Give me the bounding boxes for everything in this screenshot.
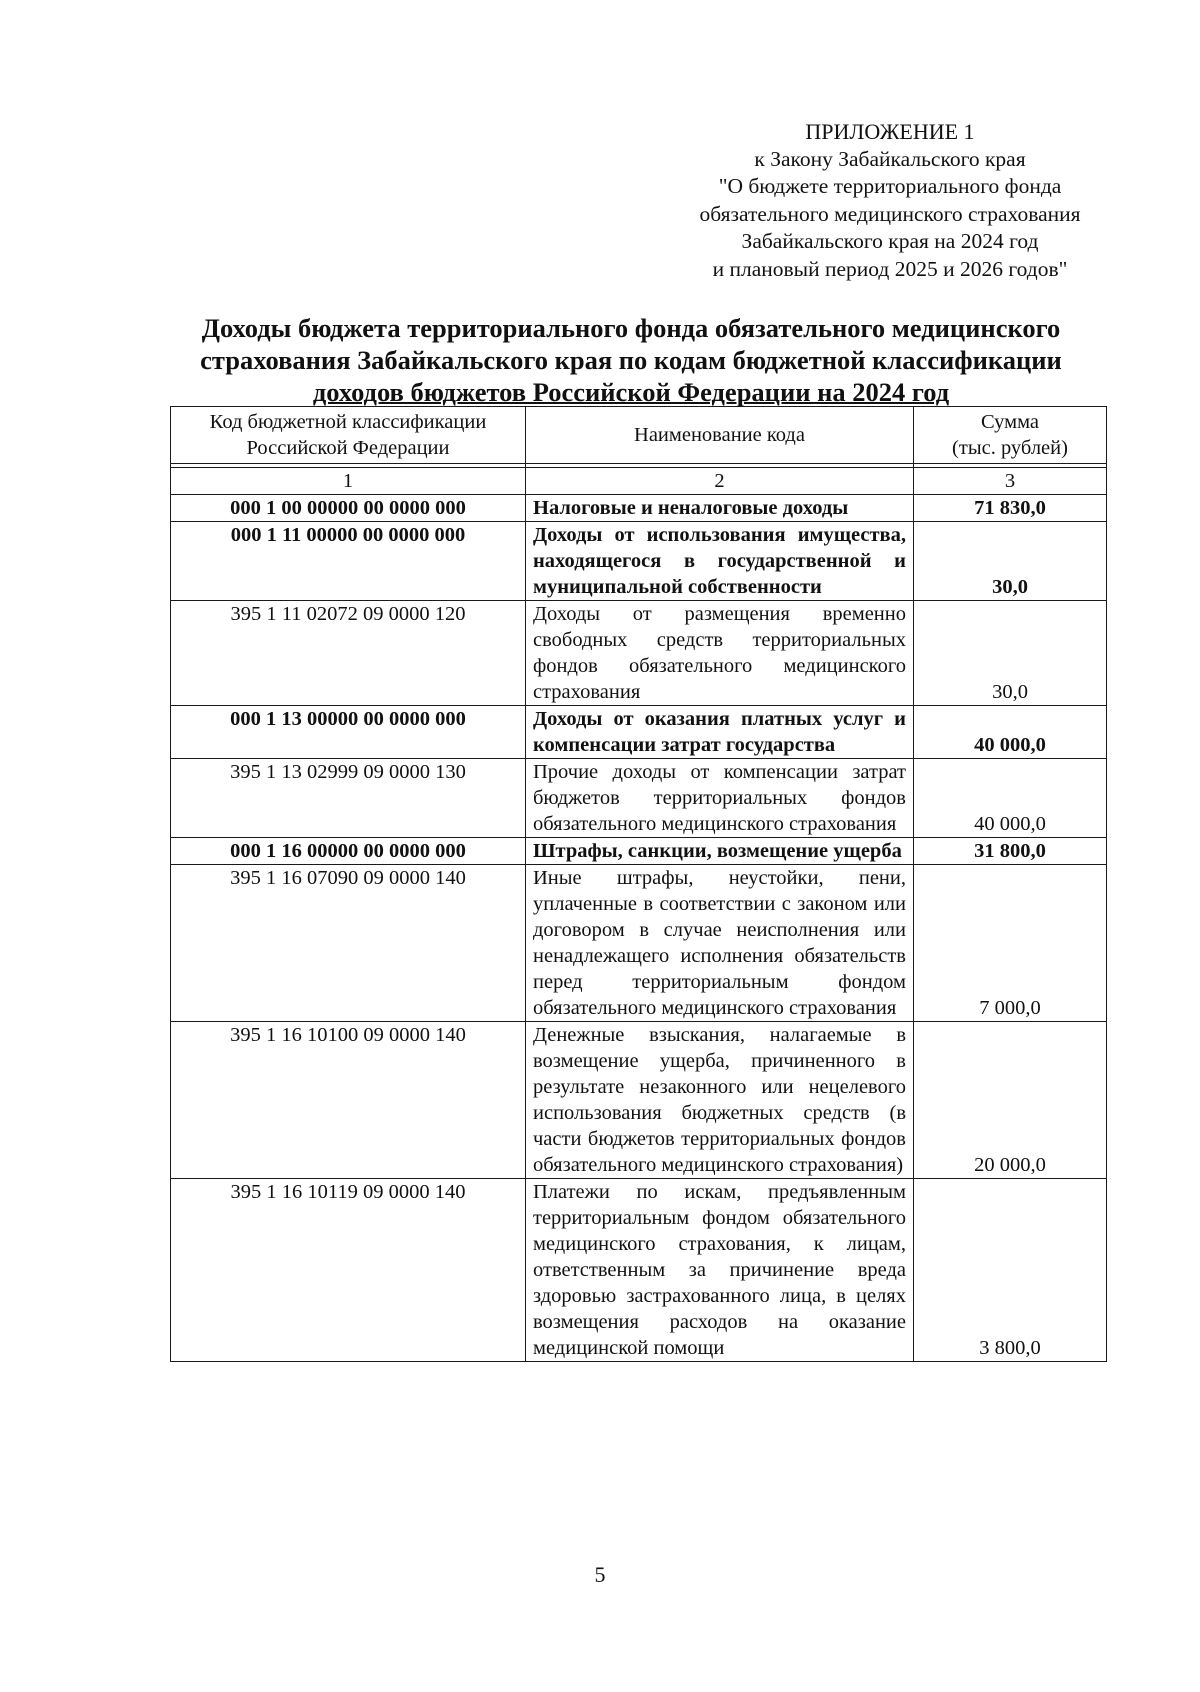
header-sum-line: (тыс. рублей) <box>952 437 1068 459</box>
table-row <box>171 495 1107 522</box>
name-cell: Налоговые и неналоговые доходы <box>526 495 914 522</box>
appendix-line: обязательного медицинского страхования <box>699 201 1081 226</box>
appendix-title: ПРИЛОЖЕНИЕ 1 <box>805 119 975 144</box>
table-row <box>171 865 1107 1022</box>
name-cell: Штрафы, санкции, возмещение ущерба <box>526 838 914 865</box>
name-cell: Доходы от размещения временно свободных средств территориальных фондов обязательного медицинского страхования <box>526 601 914 706</box>
appendix-line: Забайкальского края на 2024 год <box>741 229 1039 253</box>
header-name: Наименование кода <box>526 407 914 464</box>
income-table <box>170 406 1107 1362</box>
code-cell: 395 1 16 07090 09 0000 140 <box>171 865 526 1022</box>
title-line: Доходы бюджета территориального фонда обязательного медицинского <box>201 313 1061 343</box>
code-cell: 395 1 13 02999 09 0000 130 <box>171 759 526 838</box>
sum-cell: 40 000,0 <box>914 706 1107 759</box>
table-row <box>171 706 1107 759</box>
appendix-line: к Закону Забайкальского края <box>754 146 1026 171</box>
table-row <box>171 838 1107 865</box>
sum-cell: 40 000,0 <box>914 759 1107 838</box>
sum-cell: 3 800,0 <box>914 1179 1107 1362</box>
column-number-row <box>171 468 1107 495</box>
title-line: страхования Забайкальского края по кодам бюджетной классификации <box>200 345 1062 375</box>
header-sum <box>914 407 1107 464</box>
name-cell: Доходы от оказания платных услуг и компенсации затрат государства <box>526 706 914 759</box>
table-row <box>171 759 1107 838</box>
name-cell: Прочие доходы от компенсации затрат бюджетов территориальных фондов обязательного медицинского страхования <box>526 759 914 838</box>
document-title <box>150 312 1112 408</box>
header-code-line: Российской Федерации <box>246 437 450 459</box>
code-cell: 000 1 13 00000 00 0000 000 <box>171 706 526 759</box>
header-code <box>171 407 526 464</box>
table-row <box>171 1022 1107 1179</box>
sum-cell: 20 000,0 <box>914 1022 1107 1179</box>
code-cell: 395 1 16 10119 09 0000 140 <box>171 1179 526 1362</box>
title-line: доходов бюджетов Российской Федерации на 2024 год <box>312 377 950 407</box>
column-number: 2 <box>526 468 914 495</box>
appendix-header <box>660 118 1120 283</box>
sum-cell: 31 800,0 <box>914 838 1107 865</box>
table-header-row <box>171 407 1107 464</box>
page-number: 5 <box>594 1562 606 1587</box>
code-cell: 000 1 11 00000 00 0000 000 <box>171 522 526 601</box>
sum-cell: 71 830,0 <box>914 495 1107 522</box>
code-cell: 395 1 11 02072 09 0000 120 <box>171 601 526 706</box>
header-code-line: Код бюджетной классификации <box>209 411 487 433</box>
sum-cell: 30,0 <box>914 522 1107 601</box>
column-number: 1 <box>171 468 526 495</box>
table-row <box>171 1179 1107 1362</box>
appendix-line: и плановый период 2025 и 2026 годов" <box>712 256 1068 281</box>
code-cell: 000 1 16 00000 00 0000 000 <box>171 838 526 865</box>
sum-cell: 7 000,0 <box>914 865 1107 1022</box>
code-cell: 000 1 00 00000 00 0000 000 <box>171 495 526 522</box>
name-cell: Платежи по искам, предъявленным территориальным фондом обязательного медицинского страхования, к лицам, ответственным за причинение вреда здоровью застрахованного лица, в целях возмещения расходов на оказание медицинской помощи <box>526 1179 914 1362</box>
table-body <box>171 495 1107 1362</box>
name-cell: Иные штрафы, неустойки, пени, уплаченные в соответствии с законом или договором в случае неисполнения или ненадлежащего исполнения обязательств перед территориальным фондом обязательного медицинского страхования <box>526 865 914 1022</box>
table-row <box>171 522 1107 601</box>
table-row <box>171 601 1107 706</box>
appendix-line: "О бюджете территориального фонда <box>718 174 1062 198</box>
code-cell: 395 1 16 10100 09 0000 140 <box>171 1022 526 1179</box>
column-number: 3 <box>914 468 1107 495</box>
sum-cell: 30,0 <box>914 601 1107 706</box>
name-cell: Денежные взыскания, налагаемые в возмещение ущерба, причиненного в результате незаконного или нецелевого использования бюджетных средств (в части бюджетов территориальных фондов обязательного медицинского страхования) <box>526 1022 914 1179</box>
name-cell: Доходы от использования имущества, находящегося в государственной и муниципальной собственности <box>526 522 914 601</box>
header-sum-line: Сумма <box>980 411 1040 433</box>
